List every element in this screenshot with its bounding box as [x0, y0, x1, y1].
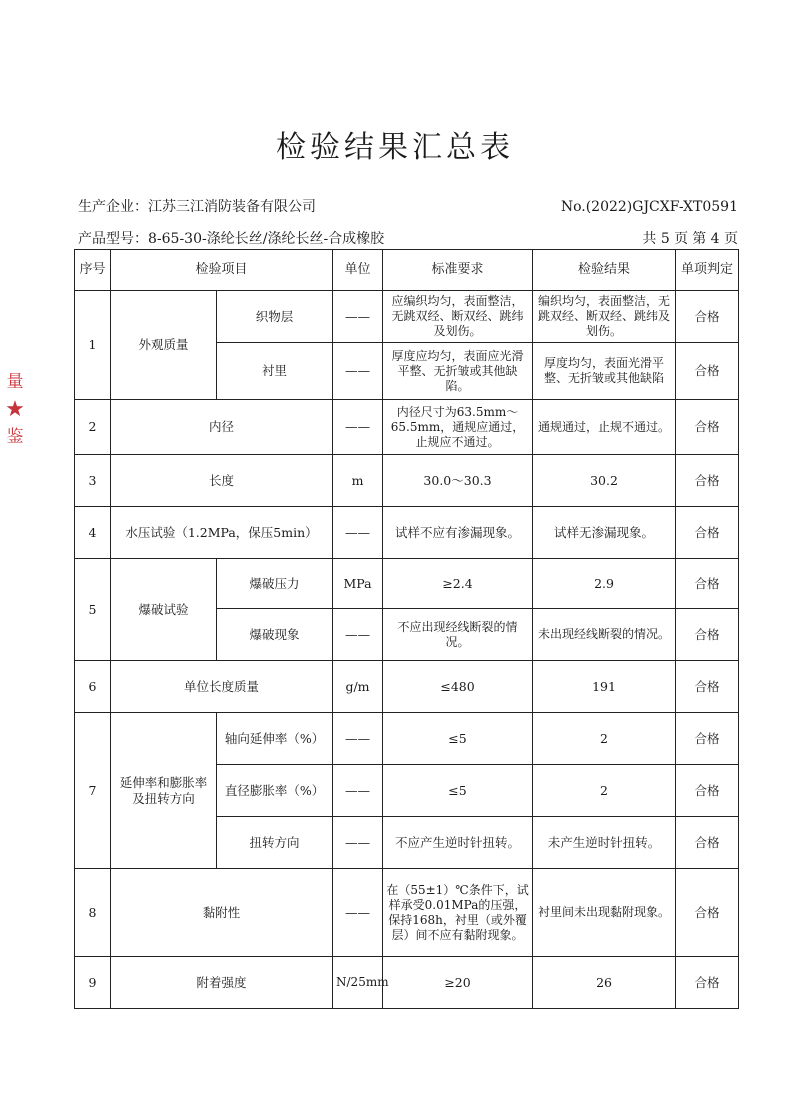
table-row — [75, 400, 739, 455]
row-subitem: 织物层 — [217, 291, 333, 343]
row-subitem: 衬里 — [217, 343, 333, 400]
row-result: 26 — [533, 957, 676, 1009]
row-unit: —— — [333, 713, 383, 765]
row-unit: g/m — [333, 661, 383, 713]
row-standard: ≤5 — [383, 713, 533, 765]
model-line — [78, 228, 738, 248]
table-row — [75, 869, 739, 957]
producer-label: 生产企业： — [78, 199, 148, 215]
table-row — [75, 559, 739, 609]
row-result: 编织均匀，表面整洁，无跳双经、断双经、跳纬及划伤。 — [533, 291, 676, 343]
table-row — [75, 957, 739, 1009]
row-result: 30.2 — [533, 455, 676, 507]
row-subitem: 爆破现象 — [217, 609, 333, 661]
row-item: 水压试验（1.2MPa，保压5min） — [111, 507, 333, 559]
row-judgement: 合格 — [676, 559, 739, 609]
row-unit: MPa — [333, 559, 383, 609]
row-judgement: 合格 — [676, 713, 739, 765]
row-judgement: 合格 — [676, 455, 739, 507]
header-unit: 单位 — [333, 250, 383, 291]
row-result: 未出现经线断裂的情况。 — [533, 609, 676, 661]
row-judgement: 合格 — [676, 957, 739, 1009]
table-row — [75, 713, 739, 765]
row-seq: 6 — [75, 661, 111, 713]
header-standard: 标准要求 — [383, 250, 533, 291]
row-judgement: 合格 — [676, 609, 739, 661]
model-info — [78, 228, 384, 248]
row-standard: ≥20 — [383, 957, 533, 1009]
row-item: 黏附性 — [111, 869, 333, 957]
row-result: 191 — [533, 661, 676, 713]
row-seq: 4 — [75, 507, 111, 559]
row-result: 厚度均匀，表面光滑平整、无折皱或其他缺陷 — [533, 343, 676, 400]
row-item: 单位长度质量 — [111, 661, 333, 713]
row-result: 2 — [533, 765, 676, 817]
row-seq: 1 — [75, 291, 111, 400]
row-standard: 在（55±1）℃条件下，试样承受0.01MPa的压强，保持168h，衬里（或外覆层）间不应有黏附现象。 — [383, 869, 533, 957]
header-judgement: 单项判定 — [676, 250, 739, 291]
row-seq: 5 — [75, 559, 111, 661]
model-value: 8-65-30-涤纶长丝/涤纶长丝-合成橡胶 — [148, 231, 385, 247]
producer-info — [78, 196, 316, 216]
row-seq: 8 — [75, 869, 111, 957]
row-standard: ≤5 — [383, 765, 533, 817]
row-result: 未产生逆时针扭转。 — [533, 817, 676, 869]
header-result: 检验结果 — [533, 250, 676, 291]
row-standard: ≤480 — [383, 661, 533, 713]
results-table — [74, 249, 739, 1009]
page-current: 第 4 页 — [692, 231, 738, 247]
row-unit: —— — [333, 291, 383, 343]
row-unit: —— — [333, 343, 383, 400]
seal-stamp — [2, 372, 28, 520]
row-subitem: 爆破压力 — [217, 559, 333, 609]
row-result: 通规通过，止规不通过。 — [533, 400, 676, 455]
row-standard: 内径尺寸为63.5mm～65.5mm，通规应通过，止规应不通过。 — [383, 400, 533, 455]
row-judgement: 合格 — [676, 343, 739, 400]
row-unit: —— — [333, 869, 383, 957]
header-item: 检验项目 — [111, 250, 333, 291]
row-seq: 2 — [75, 400, 111, 455]
row-standard: ≥2.4 — [383, 559, 533, 609]
row-judgement: 合格 — [676, 507, 739, 559]
row-item: 附着强度 — [111, 957, 333, 1009]
page-title: 检验结果汇总表 — [276, 130, 514, 165]
row-seq: 3 — [75, 455, 111, 507]
row-subitem: 直径膨胀率（%） — [217, 765, 333, 817]
row-unit: m — [333, 455, 383, 507]
row-seq: 7 — [75, 713, 111, 869]
page-indicator — [642, 228, 738, 248]
report-number: No.(2022)GJCXF-XT0591 — [560, 199, 738, 215]
row-standard: 30.0～30.3 — [383, 455, 533, 507]
row-unit: N/25mm — [333, 957, 383, 1009]
header-seq: 序号 — [75, 250, 111, 291]
stamp-char-bottom: 鉴 — [6, 427, 24, 447]
row-unit: —— — [333, 817, 383, 869]
row-group: 外观质量 — [111, 291, 217, 400]
table-row — [75, 661, 739, 713]
row-standard: 不应产生逆时针扭转。 — [383, 817, 533, 869]
row-subitem: 扭转方向 — [217, 817, 333, 869]
row-result: 2 — [533, 713, 676, 765]
table-row — [75, 291, 739, 343]
row-standard: 试样不应有渗漏现象。 — [383, 507, 533, 559]
row-judgement: 合格 — [676, 765, 739, 817]
row-judgement: 合格 — [676, 869, 739, 957]
stamp-char-top: 量 — [6, 372, 24, 392]
row-result: 试样无渗漏现象。 — [533, 507, 676, 559]
row-subitem: 轴向延伸率（%） — [217, 713, 333, 765]
row-standard: 厚度应均匀，表面应光滑平整、无折皱或其他缺陷。 — [383, 343, 533, 400]
row-unit: —— — [333, 609, 383, 661]
row-standard: 不应出现经线断裂的情况。 — [383, 609, 533, 661]
producer-line — [78, 196, 738, 216]
row-unit: —— — [333, 400, 383, 455]
table-row — [75, 455, 739, 507]
row-unit: —— — [333, 507, 383, 559]
row-judgement: 合格 — [676, 400, 739, 455]
row-standard: 应编织均匀，表面整洁，无跳双经、断双经、跳纬及划伤。 — [383, 291, 533, 343]
star-icon: ★ — [5, 397, 25, 422]
row-unit: —— — [333, 765, 383, 817]
pages-total: 共 5 页 — [642, 231, 689, 247]
row-result: 2.9 — [533, 559, 676, 609]
row-judgement: 合格 — [676, 817, 739, 869]
producer-name: 江苏三江消防装备有限公司 — [148, 199, 316, 215]
row-seq: 9 — [75, 957, 111, 1009]
row-judgement: 合格 — [676, 291, 739, 343]
row-judgement: 合格 — [676, 661, 739, 713]
table-row — [75, 507, 739, 559]
header-row — [75, 250, 739, 291]
row-item: 长度 — [111, 455, 333, 507]
row-group: 延伸率和膨胀率及扭转方向 — [111, 713, 217, 869]
row-result: 衬里间未出现黏附现象。 — [533, 869, 676, 957]
model-label: 产品型号： — [78, 231, 148, 247]
row-group: 爆破试验 — [111, 559, 217, 661]
row-item: 内径 — [111, 400, 333, 455]
